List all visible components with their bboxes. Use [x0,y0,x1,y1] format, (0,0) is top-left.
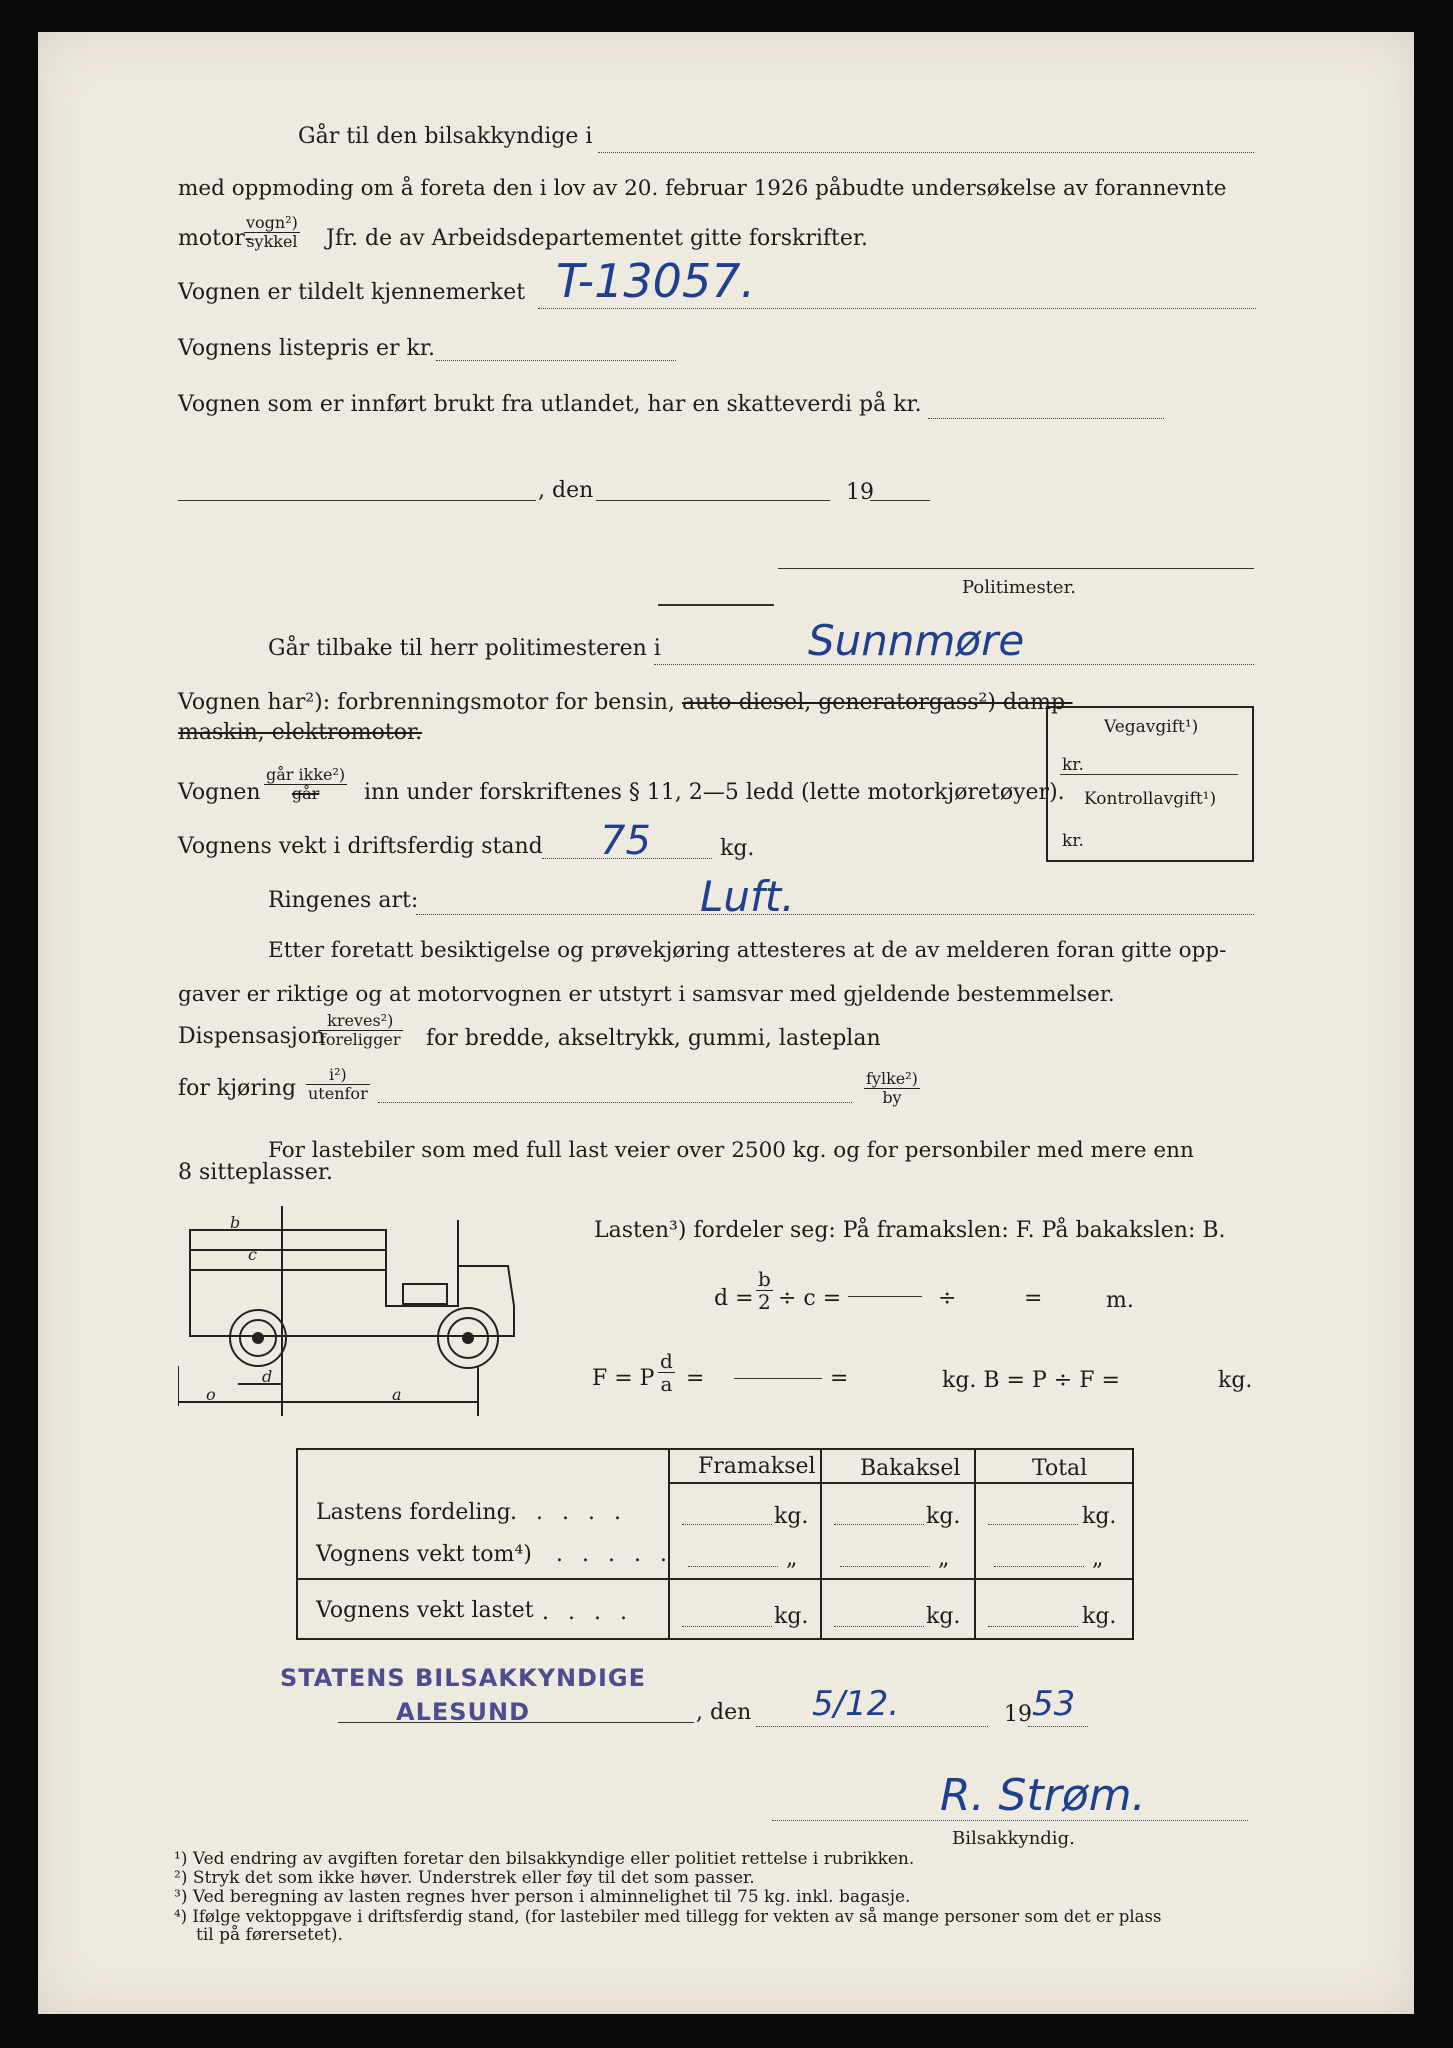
cab-window [403,1284,447,1304]
cell-ditto: „ [786,1546,798,1571]
motor-prefix: motor- [178,226,253,251]
dispensation-label: Dispensasjon [178,1024,326,1049]
weight-value: 75 [600,818,651,864]
diagram-label-a: a [392,1385,402,1404]
d-eq-2: = [1024,1286,1043,1311]
d-fraction [756,1268,773,1313]
footnote-text: Stryk det som ikke høver. Understrek eller føy til det som passer. [192,1868,755,1888]
driving-label: for kjøring [178,1076,297,1101]
footnote-mark: ³) [174,1887,188,1907]
cell-front-load[interactable] [682,1524,772,1525]
control-fee-label: Kontrollavgift¹) [1084,789,1217,809]
vehicle-type-fraction [244,214,300,251]
diagram-label-d: d [262,1367,273,1386]
frac-bottom: by [882,1088,902,1107]
m-unit: m. [1106,1288,1134,1313]
driving-fraction-2 [864,1070,920,1107]
row-label-empty-weight: Vognens vekt tom⁴) [316,1542,532,1567]
row-label-load: Lastens fordeling [316,1500,511,1525]
regulations-text: Jfr. de av Arbeidsdepartementet gitte forskrifter. [326,226,869,251]
engine-line1 [178,690,1073,716]
col-divider [820,1450,822,1638]
f-eq-2: = [830,1366,849,1391]
cell-unit: kg. [1082,1504,1117,1529]
classification-vognen: Vognen [178,780,261,805]
d-div: ÷ [938,1286,957,1311]
footnote-text: Ifølge vektoppgave i driftsferdig stand, (for lastebiler med tillegg for vekten av så mange personer som det er plass [192,1907,1162,1926]
kr-label-2: kr. [1062,831,1084,851]
cell-rear-empty[interactable] [840,1566,930,1567]
cell-unit: kg. [1082,1604,1117,1629]
plate-field[interactable] [538,308,1256,309]
place-line[interactable] [178,500,536,501]
goes-to-field[interactable] [598,152,1254,153]
weight-unit: kg. [720,836,755,861]
driving-fraction [306,1066,370,1103]
cell-front-empty[interactable] [688,1566,778,1567]
kg-end: kg. [1218,1368,1253,1393]
engine-line1-start: Vognen har²): forbrenningsmotor for bensin, [178,690,682,715]
cell-total-loaded[interactable] [988,1626,1078,1627]
trucks-line2: 8 sitteplasser. [178,1160,333,1185]
goes-to-label: Går til den bilsakkyndige i [298,124,593,149]
engine-struck-2: maskin, elektromotor. [178,720,423,745]
truck-body [190,1266,514,1336]
frac-bottom: a [660,1372,673,1396]
inspector-signature: R. Strøm. [940,1770,1146,1821]
load-table [296,1448,1134,1640]
frac-bottom: går [291,784,320,803]
cell-unit: kg. [774,1604,809,1629]
signoff-year-prefix: 19 [1004,1702,1032,1727]
cell-ditto: „ [1092,1546,1104,1571]
table-header-total: Total [1032,1456,1088,1481]
header-divider [668,1482,1132,1484]
signature-line[interactable] [778,568,1254,569]
return-label: Går tilbake til herr politimesteren i [268,636,661,661]
row-dots: . . . . [542,1600,633,1625]
plate-label: Vognen er tildelt kjennemerket [178,280,526,305]
cell-front-loaded[interactable] [682,1626,772,1627]
frac-top: går ikke²) [266,765,346,784]
inspector-title: Bilsakkyndig. [952,1828,1075,1849]
cell-unit: kg. [926,1604,961,1629]
row-dots: . . . . . [510,1500,627,1525]
cell-unit: kg. [926,1504,961,1529]
d-rest: ÷ c = [778,1286,842,1311]
cell-total-empty[interactable] [994,1566,1084,1567]
front-wheel-hub [253,1333,263,1343]
road-tax-label: Vegavgift¹) [1104,717,1199,737]
trucks-line1: For lastebiler som med full last veier over 2500 kg. og for personbiler med mere enn [268,1138,1194,1163]
col-divider [974,1450,976,1638]
signoff-date-field[interactable] [756,1726,988,1727]
date-line[interactable] [596,500,830,501]
signer-title: Politimester. [962,577,1076,598]
driving-field[interactable] [378,1102,852,1103]
footnote-text: Ved endring av avgiften foretar den bilsakkyndige eller politiet rettelse i rubrikken. [192,1849,915,1869]
cell-rear-load[interactable] [834,1524,924,1525]
cell-unit: kg. [774,1504,809,1529]
signoff-date-value: 5/12. [812,1684,900,1724]
cell-ditto: „ [938,1546,950,1571]
footnote-text: Ved beregning av lasten regnes hver person i alminnelighet til 75 kg. inkl. bagasje. [192,1887,911,1907]
footnote-4 [174,1907,1161,1926]
frac-bottom: utenfor [308,1084,368,1103]
frac-bottom: foreligger [320,1030,401,1049]
kg-b-eq: kg. B = P ÷ F = [942,1368,1120,1393]
row-divider [298,1578,1132,1580]
signoff-year-value: 53 [1032,1684,1076,1724]
truck-diagram [178,1206,518,1432]
d-value-line[interactable] [848,1296,922,1297]
signoff-year-field[interactable] [1028,1726,1088,1727]
d-eq: d = [714,1286,754,1311]
classification-fraction [264,766,347,803]
diagram-label-b: b [230,1213,241,1232]
road-tax-line[interactable] [1060,774,1238,775]
cell-total-load[interactable] [988,1524,1078,1525]
footnote-3 [174,1888,910,1907]
tires-field[interactable] [416,914,1254,915]
attest-line2: gaver er riktige og at motorvognen er utstyrt i samsvar med gjeldende bestemmelser. [178,982,1115,1007]
import-label: Vognen som er innført brukt fra utlandet, har en skatteverdi på kr. [178,392,922,417]
signoff-den: , den [696,1700,752,1725]
footnote-4-cont [196,1926,343,1945]
footnote-1 [174,1850,914,1869]
frac-top: fylke²) [866,1069,918,1088]
tires-value: Luft. [700,872,795,921]
footnote-text: til på førersetet). [196,1925,343,1945]
footnote-2 [174,1869,755,1888]
frac-bottom: 2 [758,1290,771,1314]
frac-top: kreves²) [318,1012,403,1031]
engine-struck-1: auto-diesel, generatorgass²) damp- [681,690,1073,715]
footnote-mark: ¹) [174,1849,188,1869]
f-eq: F = P [592,1366,655,1391]
frac-bottom: sykkel [246,232,298,251]
tires-label: Ringenes art: [268,888,419,913]
stamp-line1: STATENS BILSAKKYNDIGE [280,1664,646,1692]
dispensation-fraction [318,1012,403,1049]
f-value-line[interactable] [734,1378,822,1379]
stamp-place-line[interactable] [338,1722,694,1723]
date-den: , den [538,478,594,503]
fee-box [1046,706,1254,862]
weight-label: Vognens vekt i driftsferdig stand [178,834,543,859]
table-header-front: Framaksel [698,1454,816,1479]
diagram-label-c: c [248,1245,257,1264]
load-distribution-text: Lasten³) fordeler seg: På framakslen: F. På bakakslen: B. [594,1218,1226,1243]
plate-value: T-13057. [556,254,756,308]
kr-label-1: kr. [1062,755,1084,775]
frac-top: i²) [306,1066,370,1085]
footnote-mark: ⁴) [174,1907,188,1926]
stamp-line2: ALESUND [396,1698,531,1726]
f-rest: = [686,1366,705,1391]
diagram-label-o: o [206,1385,216,1404]
list-price-label: Vognens listepris er kr. [178,336,435,361]
return-place: Sunnmøre [808,616,1025,665]
dispensation-rest: for bredde, akseltrykk, gummi, lasteplan [426,1026,881,1051]
classification-rest: inn under forskriftenes § 11, 2—5 ledd (lette motorkjøretøyer). [364,780,1065,805]
row-dots: . . . . . [556,1542,673,1567]
separator [658,604,774,606]
year-line[interactable] [870,500,930,501]
table-header-rear: Bakaksel [860,1456,961,1481]
year-prefix: 19 [846,480,874,505]
request-text: med oppmoding om å foreta den i lov av 20. februar 1926 påbudte undersøkelse av forannevnte [178,176,1227,201]
f-fraction [658,1350,675,1395]
frac-top: d [660,1349,673,1373]
frac-top: b [758,1267,771,1291]
official-stamp [280,1664,646,1726]
list-price-field[interactable] [436,360,676,361]
attest-line1: Etter foretatt besiktigelse og prøvekjøring attesteres at de av melderen foran gitte opp- [268,938,1227,963]
frac-top: vogn²) [246,213,298,232]
cell-rear-loaded[interactable] [834,1626,924,1627]
import-value-field[interactable] [928,418,1164,419]
row-label-loaded-weight: Vognens vekt lastet [316,1598,534,1623]
rear-wheel-hub [463,1333,473,1343]
footnote-mark: ²) [174,1868,188,1888]
